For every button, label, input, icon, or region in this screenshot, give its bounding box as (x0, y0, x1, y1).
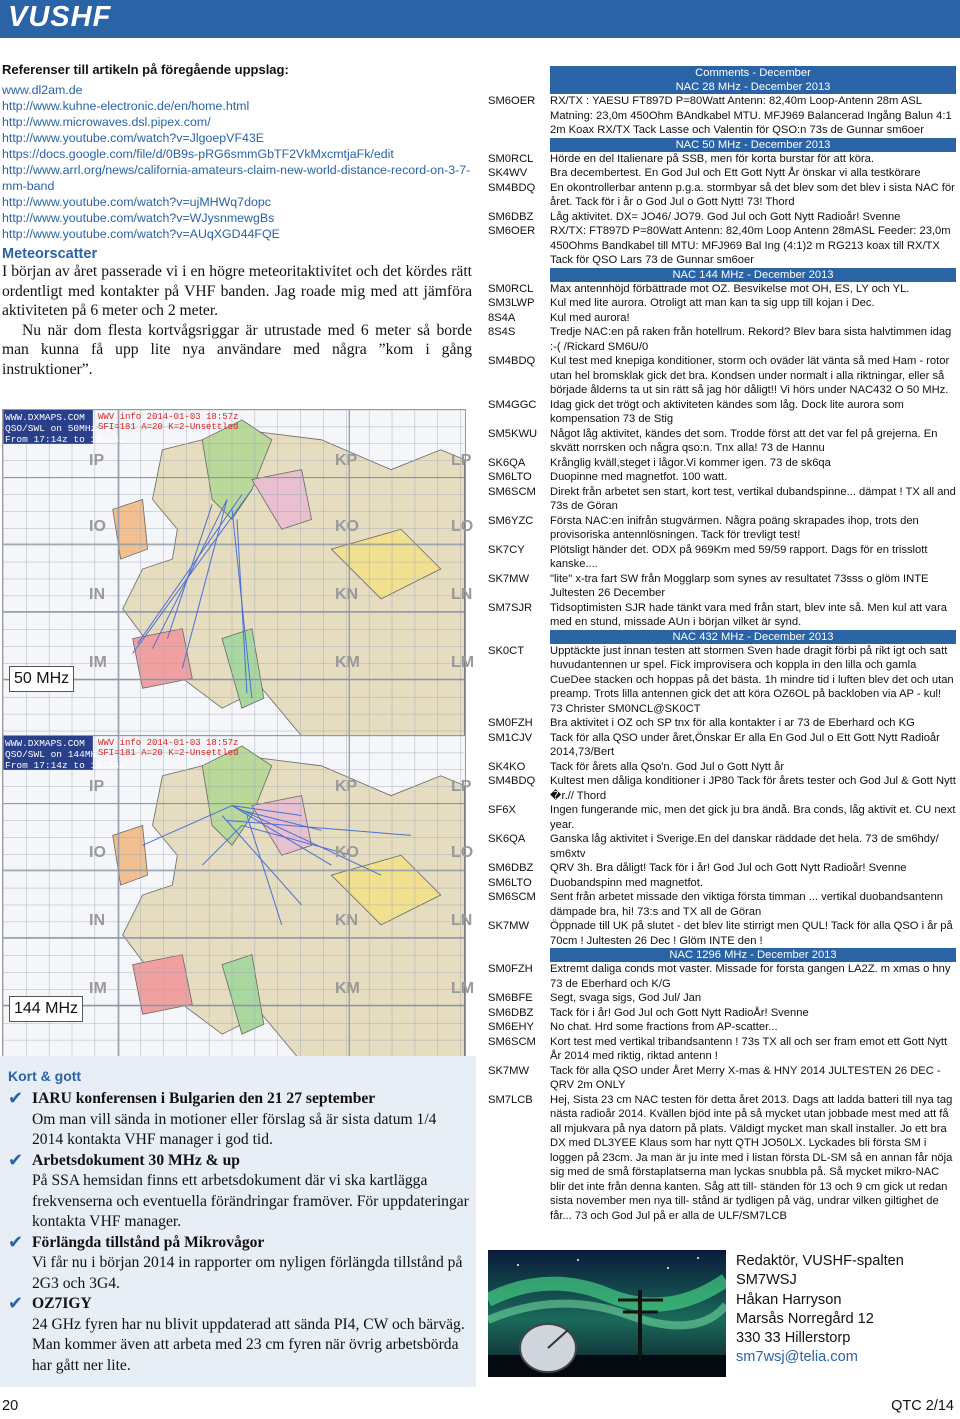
comment-text: Ganska låg aktivitet i Sverige.En del danskar räddade det hela. 73 de sm6hdy/ sm6xtv (550, 833, 939, 860)
page-number-right: QTC 2/14 (891, 1398, 954, 1414)
comment-entry (488, 296, 956, 311)
comment-entry (488, 601, 956, 630)
comment-text: Duopinne med magnetfot. 100 watt. (550, 471, 728, 483)
callsign: SK7MW (488, 920, 530, 932)
check-icon: ✔ (8, 1231, 24, 1253)
header-bar (0, 0, 960, 38)
comment-entry (488, 861, 956, 876)
comment-entry (488, 876, 956, 891)
meteor-paragraph-1: I början av året passerade vi i en högre meteoritaktivitet och det kördes rätt ordentligt med kontakter på VHF banden. Jag roade mig med att jämföra aktiviteten på 6 meter och 2 meter. (2, 263, 472, 319)
reference-link[interactable]: http://www.kuhne-electronic.de/en/home.html (2, 99, 250, 113)
reference-link[interactable]: http://www.youtube.com/watch?v=AUqXGD44FQE (2, 227, 280, 241)
grid-square-label: IN (89, 912, 105, 929)
comment-entry (488, 1093, 956, 1224)
comment-text: Tack för årets alla Qso'n. God Jul o Gott Nytt år (550, 760, 785, 773)
grid-square-label: LM (451, 654, 475, 671)
map-wwv-info: WWV info 2014-01-03 18:57z SFI=181 A=20 K=2-Unsettled (98, 412, 239, 432)
callsign: 8S4S (488, 326, 516, 338)
comment-text: Ingen fungerande mic, men det gick ju bra ändå. Bra conds, låg aktivit et. CU next year. (550, 804, 956, 831)
comments-section-header: NAC 28 MHz - December 2013 (550, 80, 956, 94)
references-heading: Referenser till artikeln på föregående uppslag: (2, 62, 289, 77)
comment-text: Något låg aktivitet, kändes det som. Trodde först att det var fel på grejerna. En skvätt norrsken och några qso:n. Tnx alla! 73 de Hannu (550, 427, 938, 454)
comment-text: Segt, svaga sigs, God Jul/ Jan (550, 992, 702, 1004)
grid-square-label: LO (451, 518, 474, 535)
comment-text: Låg aktivitet. DX= JO46/ JO79. God Jul och Gott Nytt Radioår! Svenne (550, 210, 901, 223)
kort-item (8, 1151, 470, 1233)
comment-entry (488, 152, 956, 167)
comment-text: Tack för alla QSO under året,Önskar Er alla En God Jul o Ett Gott Nytt Radioår 2014,73/Bert (550, 731, 940, 758)
callsign: SK6QA (488, 833, 526, 845)
map-wwv-info: WWV info 2014-01-03 18:57z SFI=181 A=20 K=2-Unsettled (98, 738, 239, 758)
comment-text: Kul med aurora! (550, 311, 630, 324)
comments-section-header: NAC 144 MHz - December 2013 (550, 268, 956, 282)
comment-entry (488, 1035, 956, 1064)
editor-line: 330 33 Hillerstorp (736, 1330, 851, 1347)
comment-entry (488, 181, 956, 210)
comment-entry (488, 470, 956, 485)
comment-entry (488, 716, 956, 731)
callsign: SM6SCM (488, 485, 536, 498)
grid-square-label: KN (335, 586, 359, 603)
comments-section-header: Comments - December (550, 66, 956, 80)
grid-square-label: KM (335, 654, 360, 671)
reference-link[interactable]: https://docs.google.com/file/d/0B9s-pRG6smmGbTF2VkMxcmtjaFk/edit (2, 147, 394, 161)
kort-item-heading: Förlängda tillstånd på Mikrovågor (32, 1233, 265, 1251)
reference-link[interactable]: http://www.youtube.com/watch?v=ujMHWq7dopc (2, 195, 271, 209)
grid-square-label: LM (451, 980, 475, 997)
editor-line: Marsås Norregård 12 (736, 1310, 874, 1327)
callsign: SK0CT (488, 644, 525, 657)
comment-text: Upptäckte just innan testen att stormen Sven hade dragit förbi på rikt igt och satt huvudantennen ur spel. Fick improvisera och koppla in den lilla och gamla CueDee stacken och hoppas på det bästa. 1h mindre tid i luften blev det och utan preamp. Trots lilla antennen gick det att köra OZ6OL på backloben via AP - kul! 73 Christer SM0NCL@SK0CT (550, 644, 954, 715)
comment-entry (488, 325, 956, 354)
comment-text: Sent från arbetet missade den viktiga första timman ... vertikal duobandsantenn dämpade bra, hi! 73:s and TX all de Göran (550, 891, 944, 918)
grid-square-label: KP (335, 778, 358, 795)
comment-entry (488, 1020, 956, 1035)
aurora-photo (488, 1250, 726, 1377)
callsign: SM0FZH (488, 717, 533, 729)
comment-text: Duobandspinn med magnetfot. (550, 876, 703, 889)
grid-square-label: LN (451, 586, 473, 603)
check-icon: ✔ (8, 1293, 24, 1314)
comment-entry (488, 398, 956, 427)
comment-entry (488, 832, 956, 861)
comment-entry (488, 572, 956, 601)
callsign: SM6SCM (488, 1035, 536, 1048)
comment-text: Extremt daliga conds mot vaster. Missade for forsta gangen LA2Z. m xmas o hny 73 de Eberhard och K/G (550, 963, 951, 990)
comment-text: Kul med lite aurora. Otroligt att man kan ta sig upp till kojan i Dec. (550, 297, 875, 309)
grid-square-label: IM (89, 980, 107, 997)
comment-text: Krånglig kväll,steget i lågor.Vi kommer igen. 73 de sk6qa (550, 456, 831, 469)
grid-square-label: KO (335, 518, 359, 535)
callsign: SK4WV (488, 167, 528, 179)
callsign: SM5KWU (488, 427, 538, 440)
comment-text: Idag gick det trögt och aktiviteten kändes som låg. Dock lite aurora som kompensation 73 de Stig (550, 398, 904, 425)
grid-square-label: LP (451, 778, 472, 795)
comment-text: "lite" x-tra fart SW från Mogglarp som synes av resultatet 73sss o glöm INTE Jultesten 26 December (550, 572, 929, 599)
reference-link[interactable]: http://www.arrl.org/news/california-amateurs-claim-new-world-distance-record-on-3-7-mm-band (2, 163, 471, 193)
comment-entry (488, 919, 956, 948)
reference-link[interactable]: http://www.youtube.com/watch?v=JlgoepVF43E (2, 131, 265, 145)
comments-column (488, 66, 956, 1223)
comment-entry (488, 644, 956, 717)
comment-entry (488, 760, 956, 775)
grid-square-label: KP (335, 452, 358, 469)
check-icon: ✔ (8, 1088, 24, 1109)
comment-entry (488, 890, 956, 919)
grid-square-label: IP (89, 452, 105, 469)
comment-entry (488, 354, 956, 398)
comment-entry (488, 94, 956, 138)
editor-line: Redaktör, VUSHF-spalten (736, 1253, 904, 1269)
callsign: 8S4A (488, 311, 516, 324)
map-source-info: WWW.DXMAPS.COM QSO/SWL on 144MHz From 17:14z to 18:14z (5, 738, 125, 771)
editor-line: SM7WSJ (736, 1272, 797, 1289)
comment-text: Kort test med vertikal tribandsantenn ! 73s TX all och ser fram emot ett Gott Nytt År 2014 med riktig, riktad antenn ! (550, 1035, 948, 1062)
callsign: SM1CJV (488, 731, 533, 744)
kort-item (8, 1294, 470, 1376)
callsign: SM0RCL (488, 152, 534, 165)
kort-item-body: Om man vill sända in motioner eller förslag så är sista datum 1/4 2014 kontakta VHF manager i god tid. (32, 1110, 437, 1148)
kort-item (8, 1233, 470, 1295)
comment-text: Tack för i år! God Jul och Gott Nytt RadioÅr! Svenne (550, 1006, 809, 1019)
comment-text: Tack för alla QSO under Året Merry X-mas & HNY 2014 JULTESTEN 26 DEC - QRV 2m ONLY (550, 1064, 941, 1091)
comment-text: RX/TX : YAESU FT897D P=80Watt Antenn: 82,40m Loop-Antenn 28m ASL Matning: 23,0m 450Ohm BAndkabel MTU. MFJ969 Balancerad Ingång Balun 4:1 2m Koax RX/TX Tack Lasse och Valentin för QSO:n 73s de Gunnar sm6oer (550, 95, 952, 136)
comment-entry (488, 427, 956, 456)
meteor-paragraph-2: Nu när dom flesta kortvågsriggar är utrustade med 6 meter så borde man kunna få upp lite nya användare med några ”kom i gång instruktioner”. (2, 321, 472, 378)
comment-text: Kultest men dåliga konditioner i JP80 Tack för årets tester och God Jul & Gott Nytt �r.// Thord (550, 775, 956, 802)
comment-text: Max antennhöjd förbättrade mot OZ. Besvikelse mot OH, ES, LY och YL. (550, 282, 910, 295)
callsign: SK6QA (488, 456, 526, 469)
callsign: SM0RCL (488, 282, 534, 295)
comment-entry (488, 456, 956, 471)
editor-box (488, 1250, 956, 1380)
comment-text: Hörde en del Italienare på SSB, men för korta burstar för att köra. (550, 152, 874, 165)
kort-items (8, 1089, 470, 1376)
editor-line: Håkan Harryson (736, 1291, 842, 1308)
comment-entry (488, 731, 956, 760)
map-source-info: WWW.DXMAPS.COM QSO/SWL on 50MHz From 17:14z to 18:14z (5, 412, 125, 445)
grid-square-label: IN (89, 586, 105, 603)
callsign: SM6LTO (488, 876, 532, 889)
comment-text: Första NAC:en inifrån stugvärmen. Några poäng skrapades ihop, trots den provisoriska antennlösningen. Tack för trevligt test! (550, 514, 919, 541)
callsign: SM6SCM (488, 891, 536, 903)
editor-email-link[interactable]: sm7wsj@telia.com (736, 1349, 858, 1366)
callsign: SK7MW (488, 572, 530, 585)
grid-square-label: IO (89, 844, 106, 861)
kort-item-heading: IARU konferensen i Bulgarien den 21 27 september (32, 1090, 376, 1107)
comment-entry (488, 1006, 956, 1021)
kort-item (8, 1089, 470, 1151)
comments-section-header: NAC 432 MHz - December 2013 (550, 630, 956, 644)
map-band-label: 144 MHz (9, 996, 83, 1022)
callsign: SM6OER (488, 225, 536, 237)
comment-entry (488, 311, 956, 326)
comment-entry (488, 282, 956, 297)
comment-text: Tidsoptimisten SJR hade tänkt vara med från start, blev inte så. Men kul att vara med en stund, missade AUn i början vilket är synd. (550, 601, 947, 628)
comments-section-header: NAC 1296 MHz - December 2013 (550, 948, 956, 962)
callsign: SM4BDQ (488, 775, 536, 787)
comment-text: Direkt från arbetet sen start, kort test, vertikal dubandspinne... dämpat ! TX all and 73s de Göran (550, 485, 956, 512)
comment-text: No chat. Hrd some fractions from AP-scatter... (550, 1021, 778, 1033)
grid-square-label: IM (89, 654, 107, 671)
editor-contact (736, 1252, 904, 1368)
kort-item-body: Vi får nu i början 2014 in rapporter om nyligen förlängda tillstånd på 2G3 och 3G4. (32, 1254, 463, 1292)
comment-entry (488, 224, 956, 268)
callsign: SM6DBZ (488, 1006, 534, 1019)
comment-text: QRV 3h. Bra dåligt! Tack för i år! God Jul och Gott Nytt Radioår! Svenne (550, 862, 907, 874)
comment-entry (488, 485, 956, 514)
kort-och-gott-box (0, 1056, 476, 1387)
callsign: SM6DBZ (488, 862, 534, 874)
grid-square-label: KN (335, 912, 359, 929)
comment-entry (488, 543, 956, 572)
comment-text: Kul test med knepiga konditioner, storm och oväder lät vänta så med Ham - rotor utan hel bromsklak gick det bra. Kondsen under normalt i alla riktningar, eller så började ålderns ta ut sin rätt så jag hör dåligt!! Vi hörs under NAC432 O 50 MHz. (550, 355, 950, 396)
comment-text: En okontrollerbar antenn p.g.a. stormbyar så det blev som det blev i sista NAC för året. Tack för i år o God Jul o Gott Nytt! 73! Thord (550, 181, 955, 208)
comment-entry (488, 514, 956, 543)
kort-item-body: På SSA hemsidan finns ett arbetsdokument där vi ska kartlägga frekvenserna och eventuella förändringar framöver. För uppdateringar kontakta VHF manager. (32, 1172, 469, 1230)
callsign: SM6DBZ (488, 210, 534, 223)
comment-text: Hej, Sista 23 cm NAC testen för detta året 2013. Dags att ladda batteri till nya tag nästa radioår 2014. Kvällen bjöd inte på så mycket utan jobbade mest med att få all mjukvara på nya datorn på plats. Väldigt mycket man skall installer. Jo ett bra DX med DL3YEE Klaus som har nytt QTH JO50LX. Lyckades bli första SM i loggen på 23cm. Ja man är ju inte med i listan första DL-SM så en annan får nöja sig med de små förstaplatserna man lyckas snubbla på. Så mycket mikro-NAC blir det inte från denna kanten. Såg att till- ständen för 13 och 9 cm gick ut redan sista november men nya till- stånd är tydligen på väg, undrar vilken giltighet de får... 73 och God Jul på er alla de ULF/SM7LCB (550, 1093, 953, 1222)
callsign: SM6BFE (488, 992, 533, 1004)
callsign: SM6LTO (488, 471, 532, 483)
callsign: SM7LCB (488, 1093, 533, 1106)
callsign: SK4KO (488, 760, 526, 773)
page-number-left: 20 (2, 1398, 19, 1414)
map-band-label: 50 MHz (9, 666, 74, 692)
brand-title: VUSHF (8, 1, 112, 33)
callsign: SM4BDQ (488, 181, 536, 194)
comment-entry (488, 210, 956, 225)
comment-entry (488, 166, 956, 181)
grid-square-label: KM (335, 980, 360, 997)
kort-title: Kort & gott (8, 1068, 82, 1084)
callsign: SM6OER (488, 95, 536, 107)
comment-entry (488, 991, 956, 1006)
grid-square-label: LP (451, 452, 472, 469)
reference-links (2, 82, 472, 242)
callsign: SM6YZC (488, 514, 534, 527)
callsign: SM0FZH (488, 963, 533, 975)
grid-square-label: LN (451, 912, 473, 929)
map-50mhz (2, 409, 475, 737)
comment-text: Bra decembertest. En God Jul och Ett Gott Nytt År önskar vi alla testkörare (550, 167, 921, 179)
comment-text: RX/TX: FT897D P=80Watt Antenn: 82,40m Loop Antenn 28mASL Feeder: 23,0m 450Ohms Bandkabel till MTU: MFJ969 Bal Ing (4:1)2 m RG213 koax till RX/TX Tack för QSO Lars 73 de Gunnar sm6oer (550, 225, 951, 266)
grid-square-label: KO (335, 844, 359, 861)
kort-item-heading: OZ7IGY (32, 1295, 92, 1312)
reference-link[interactable]: www.dl2am.de (2, 83, 83, 97)
kort-item-body: 24 GHz fyren har nu blivit uppdaterad att sända PI4, CW och bärväg. Man kommer även att arbeta med 23 cm fyren när övrig arbetsbörda har gått ner lite. (32, 1315, 465, 1374)
callsign: SK7CY (488, 543, 525, 556)
map-144mhz (2, 735, 475, 1063)
comment-entry (488, 803, 956, 832)
grid-square-label: IO (89, 518, 106, 535)
kort-item-heading: Arbetsdokument 30 MHz & up (32, 1151, 240, 1169)
callsign: SM6EHY (488, 1021, 535, 1033)
comments-section-header: NAC 50 MHz - December 2013 (550, 138, 956, 152)
comment-entry (488, 962, 956, 991)
comment-text: Tredje NAC:en på raken från hotellrum. Rekord? Blev bara sista halvtimmen idag :-( /Rickard SM6U/0 (550, 326, 952, 353)
reference-link[interactable]: http://www.microwaves.dsl.pipex.com/ (2, 115, 211, 129)
grid-square-label: LO (451, 844, 474, 861)
comment-text: Plötsligt händer det. ODX på 969Km med 59/59 rapport. Dags för en trisslott kanske.... (550, 543, 928, 570)
callsign: SM4GGC (488, 398, 537, 411)
grid-square-label: IP (89, 778, 105, 795)
comment-text: Öppnade till UK på slutet - det blev lite stirrigt men QUL! Tack för alla QSO i år på 70cm ! Jultesten 26 Dec ! Glöm INTE den ! (550, 920, 953, 947)
comment-entry (488, 774, 956, 803)
meteorscatter-heading: Meteorscatter (2, 246, 98, 262)
reference-link[interactable]: http://www.youtube.com/watch?v=WJysnmewgBs (2, 211, 275, 225)
callsign: SF6X (488, 804, 516, 816)
left-column (2, 62, 472, 379)
callsign: SM4BDQ (488, 355, 536, 367)
callsign: SK7MW (488, 1064, 530, 1077)
callsign: SM7SJR (488, 601, 533, 614)
comment-entry (488, 1064, 956, 1093)
callsign: SM3LWP (488, 297, 535, 309)
comment-text: Bra aktivitet i OZ och SP tnx för alla kontakter i ar 73 de Eberhard och KG (550, 717, 915, 729)
check-icon: ✔ (8, 1149, 24, 1171)
